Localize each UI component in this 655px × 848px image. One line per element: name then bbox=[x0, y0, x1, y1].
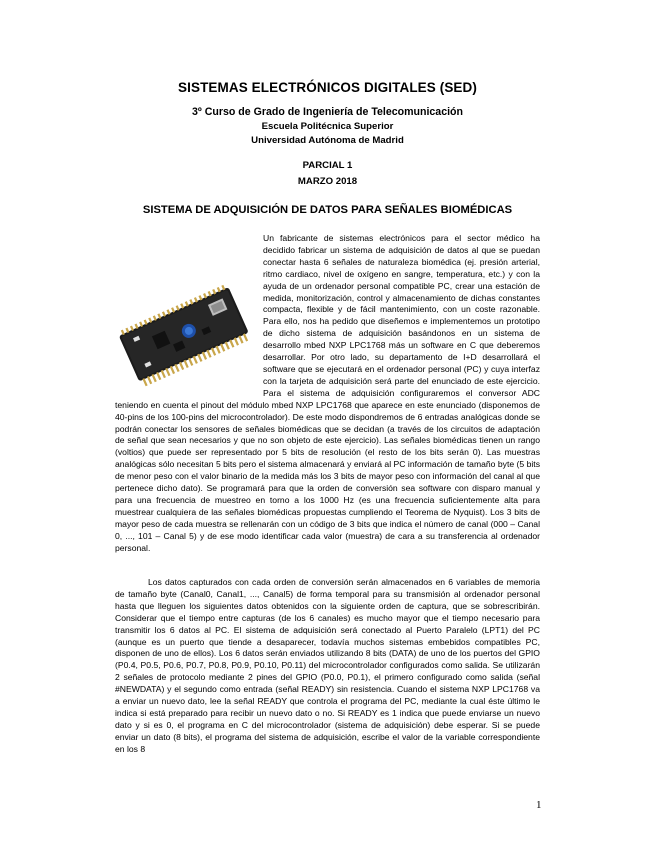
mbed-board-image bbox=[115, 281, 255, 393]
page-number: 1 bbox=[536, 799, 542, 811]
document-title: SISTEMAS ELECTRÓNICOS DIGITALES (SED) bbox=[178, 80, 477, 95]
exam-label: PARCIAL 1 bbox=[302, 160, 353, 171]
university-line: Universidad Autónoma de Madrid bbox=[251, 135, 404, 146]
paragraph-1-text: Un fabricante de sistemas electrónicos para el sector médico ha decidido fabricar un sistema de adquisición de datos al que se puedan conectar hasta 6 señales de naturaleza biomédica (ej. presión arterial, ritmo cardiaco, nivel de oxígeno en sangre, temperatura, etc.) y con la ayuda de un ordenador personal compatible PC, crear una estación de medida, monitorización, control y almacenamiento de dichas constantes compacta, flexible y de fácil mantenimiento, con un coste razonable. Para ello, nos ha pedido que diseñemos e implementemos un prototipo de dicho sistema de adquisición basándonos en un sistema de desarrollo mbed NXP LPC1768 más un software en C que deberemos desarrollar. Por otro lado, su departamento de I+D desarrollará el software que se ejecutará en el ordenador personal (PC) y cuya interfaz con la tarjeta de adquisición será parte del enunciado de este ejercicio. Para el sistema de adquisición configuraremos el conversor ADC teniendo en cuenta el pinout del módulo mbed NXP LPC1768 que aparece en este enunciado (disponemos de 40-pins de los 100-pins del microcontrolador). De este modo dispondremos de 6 entradas analógicas donde se podrán conectar los sensores de señales biomédicas que se decidan (a través de los circuitos de adaptación de señal que sean necesarios y que no son objeto de este ejercicio). Las señales biomédicas tienen un rango (voltios) que puede ser representado por 5 bits de resolución (el resto de los bits serán 0). Las muestras analógicas sólo necesitan 5 bits pero el sistema almacenará y enviará al PC información de tamaño byte (5 bits de menor peso con el valor binario de la medida más los 3 bits de mayor peso con información del canal al que pertenece dicho dato). Se programará para que la orden de conversión sea software con disparo manual y para una frecuencia de muestreo en torno a los 1000 Hz (es una frecuencia suficientemente alta para muestrear cualquiera de las señales biomédicas propuestas cumpliendo el Teorema de Nyquist). Los 3 bits de mayor peso de cada muestra se rellenarán con un código de 3 bits que indica el número de canal (000 – Canal 0, ..., 101 – Canal 5) y de ese modo identificar cada valor (muestra) de cara a su transferencia al ordenador personal. bbox=[115, 233, 540, 553]
course-line: 3º Curso de Grado de Ingeniería de Telecomunicación bbox=[192, 106, 463, 118]
section-title: SISTEMA DE ADQUISICIÓN DE DATOS PARA SEÑALES BIOMÉDICAS bbox=[142, 204, 513, 216]
paragraph-2: Los datos capturados con cada orden de conversión serán almacenados en 6 variables de memoria de tamaño byte (Canal0, Canal1, ..., Canal5) de forma temporal para su transmisión al ordenador personal hasta que lleguen los siguientes datos obtenidos con la siguiente orden de captura, que se sobrescribirán. Considerar que el tiempo entre capturas (de los 6 canales) es mucho mayor que el tiempo necesario para transmitir los 6 datos al PC. El sistema de adquisición será conectado al Puerto Paralelo (LPT1) del PC (aunque es un puerto que tiende a desaparecer, todavía muchos sistemas embebidos compatibles PC, disponen de uno de ellos). Los 6 datos serán enviados utilizando 8 bits (DATA) de uno de los puertos del GPIO (P0.4, P0.5, P0.6, P0.7, P0.8, P0.9, P0.10, P0.11) del microcontrolador configurados como salida. Se utilizarán 2 señales de protocolo mediante 2 pines del GPIO (P0.0, P0.1), el primero configurado como salida (señal #NEWDATA) y el segundo como entrada (señal READY) sin resistencia. Cuando el sistema NXP LPC1768 va a enviar un nuevo dato, lee la señal READY que controla el programa del PC, mediante la cual éste último le indica si está preparado para recibir un nuevo dato o no. Si READY es 1 indica que puede enviarse un nuevo dato y si es 0, el programa en C del microcontrolador (sistema de adquisición) debe esperar. Si se puede enviar un dato (8 bits), el programa del sistema de adquisición, escribe el valor de la variable correspondiente en los 8 bbox=[115, 577, 540, 754]
paragraph-intro bbox=[115, 233, 540, 554]
school-line: Escuela Politécnica Superior bbox=[261, 121, 394, 132]
exam-date: MARZO 2018 bbox=[297, 176, 358, 187]
